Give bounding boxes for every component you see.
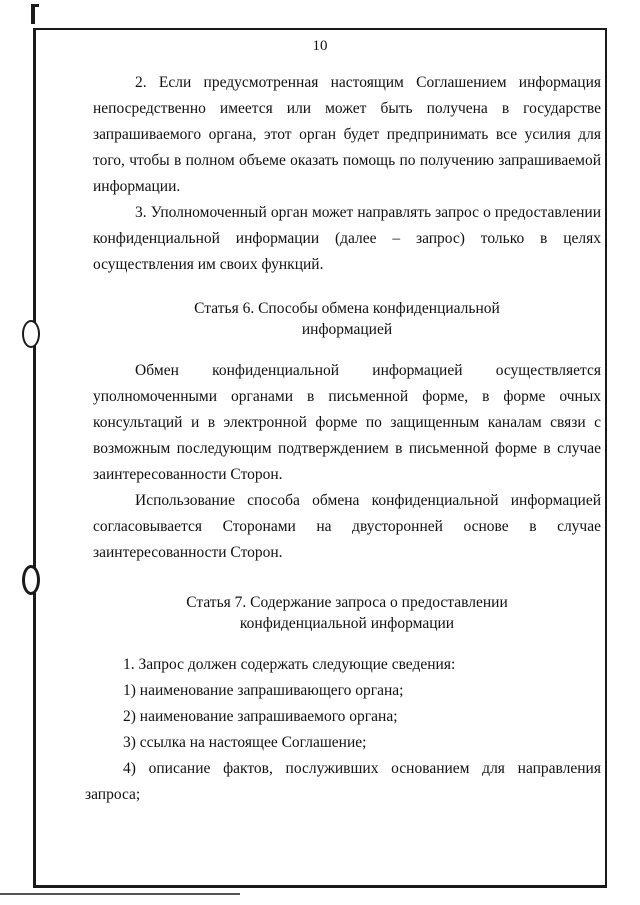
binder-hole — [22, 320, 40, 348]
list-item: 2) наименование запрашиваемого органа; — [123, 708, 398, 725]
scan-corner-mark — [31, 4, 35, 24]
list-item: 1) наименование запрашивающего органа; — [123, 682, 404, 699]
paragraph: 3. Уполномоченный орган может направлять запрос о предоставлении конфиденциальной информации (далее – запрос) только в целях осуществления им своих функций. — [93, 204, 601, 273]
paragraph: 1. Запрос должен содержать следующие сведения: — [123, 656, 456, 673]
list-item: 3) ссылка на настоящее Соглашение; — [123, 734, 367, 751]
paragraph: 2. Если предусмотренная настоящим Соглашением информация непосредственно имеется или может быть получена в государстве запрашиваемого органа, этот орган будет предпринимать все усилия для того, чтобы в полном объеме оказать помощь по получению запрашиваемой информации. — [93, 74, 601, 195]
paragraph: Обмен конфиденциальной информацией осуществляется уполномоченными органами в письменной форме, в форме очных консультаций и в электронной форме по защищенным каналам связи с возможным последующим подтверждением в письменной форме в случае заинтересованности Сторон. — [93, 362, 601, 483]
article-heading: Статья 7. Содержание запроса о предоставлении конфиденциальной информации — [186, 594, 508, 632]
document-body — [85, 70, 601, 808]
list-item: 4) описание фактов, послуживших основанием для направления запроса; — [85, 760, 601, 803]
article-heading: Статья 6. Способы обмена конфиденциальной информацией — [194, 300, 500, 338]
paragraph: Использование способа обмена конфиденциальной информацией согласовывается Сторонами на двусторонней основе в случае заинтересованности Сторон. — [93, 492, 601, 561]
page-number: 10 — [312, 38, 328, 54]
binder-hole — [22, 565, 40, 595]
bottom-rule — [0, 893, 240, 895]
